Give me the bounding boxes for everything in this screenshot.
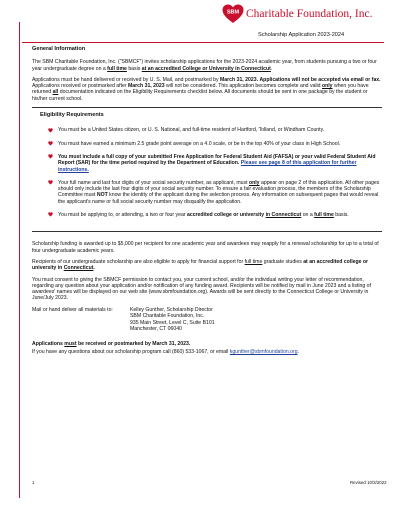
eligibility-item: You must include a full copy of your submitted Free Application for Federal Student Aid (FAFSA) or your valid Federal Student Aid Report (SAR) for the time period required by the Department of Education. Please see page 8 of this application for further instructions.	[48, 154, 382, 173]
contact-statement: If you have any questions about our scholarship program call (860) 533-1067, or email kgunther@sbmfoundation.org.	[32, 348, 299, 355]
revision-date: Revised 10/3/2022	[350, 480, 387, 485]
heart-logo-icon	[222, 4, 244, 24]
eligibility-heading: Eligibility Requirements	[40, 112, 104, 119]
fafsa-instructions-link[interactable]: Please see page 8 of this application for further instructions.	[58, 160, 357, 173]
heart-bullet-icon	[48, 154, 53, 159]
eligibility-item: Your full name and last four digits of your social security number, as applicant, must only appear on page 2 of this application. All other pages should only include the last four digits of your social security number. To ensure a fair evaluation process, the members of the Scholarship Committee must NOT know the identity of the applicant during the selection process. Any information on subsequent pages that would reveal the applicant's name or full social security number may disqualify the application.	[48, 180, 382, 205]
eligibility-list	[32, 127, 382, 218]
mail-label: Mail or hand deliver all materials to:	[32, 306, 113, 313]
heart-bullet-icon	[48, 141, 53, 146]
graduate-paragraph: Recipients of our undergraduate scholarship are also eligible to apply for financial support for full time graduate studies at an accredited college or university in Connecticut.	[32, 258, 369, 272]
document-body	[32, 46, 382, 360]
svg-text:SBM: SBM	[226, 9, 240, 16]
eligibility-item: You must be a United States citizen, or U. S. National, and full-time resident of Hartford, Tolland, or Windham County.	[48, 127, 382, 133]
foundation-logo	[222, 4, 372, 24]
application-subtitle: Scholarship Application 2023-2024	[258, 32, 345, 38]
general-paragraph-1: The SBM Charitable Foundation, Inc. ("SBMCF") invites scholarship applications for the 2023-2024 academic year, from students pursuing a two or four year undergraduate degree on a full time basis at an accredited College or University in Connecticut.	[32, 59, 377, 72]
deadline-statement: Applications must be received or postmarked by March 31, 2023.	[32, 341, 191, 348]
general-heading: General Information	[32, 46, 86, 52]
eligibility-item: You must be applying to, or attending, a two or four year accredited college or university in Connecticut on a full time basis.	[48, 212, 382, 218]
heart-bullet-icon	[48, 128, 53, 133]
heart-bullet-icon	[48, 180, 53, 185]
contact-email-link[interactable]: kgunther@sbmfoundation.org	[229, 348, 298, 355]
header-rule	[22, 42, 384, 43]
mailing-block	[32, 307, 382, 333]
eligibility-item: You must have earned a minimum 2.5 grade point average on a 4.0 scale, or be in the top 40% of your class in High School.	[48, 141, 382, 147]
general-paragraph-2: Applications must be hand delivered or received by U. S. Mail, and postmarked by March 31, 2023. Applications will not be accepted via email or fax. Applications received or postmarked after March 31, 2023 will not be considered. This application becomes complete and valid only when you have returned all documentation indicated on the Eligibility Requirements checklist below. All documents should be sent in one package by the student or his/her current school.	[32, 76, 381, 102]
consent-paragraph: You must consent to giving the SBMCF permission to contact you, your current school, and/or the individual writing your letter of recommendation, regarding any question about your application and/or notification of any funding award. Recipients will be notified by mail in June 2023 and a listing of awardees' names will be displayed on our web site (www.sbmfoundation.org). Awards will be sent directly to the Connecticut College or University in June/July 2023.	[32, 276, 371, 302]
eligibility-section	[32, 107, 382, 232]
left-margin-rule	[19, 22, 20, 498]
heart-bullet-icon	[48, 212, 53, 217]
logo-wordmark: Charitable Foundation, Inc.	[246, 8, 373, 20]
mailing-address: Kelley Gunther, Scholarship Director SBM Charitable Foundation, Inc. 935 Main Street, Level C, Suite B101 Manchester, CT 06040	[130, 306, 215, 332]
page-number: 1	[32, 480, 35, 485]
funding-paragraph: Scholarship funding is awarded up to $5,000 per recipient for one academic year and awardees may reapply for a renewal scholarship for up to a total of four undergraduate academic years.	[32, 241, 379, 254]
